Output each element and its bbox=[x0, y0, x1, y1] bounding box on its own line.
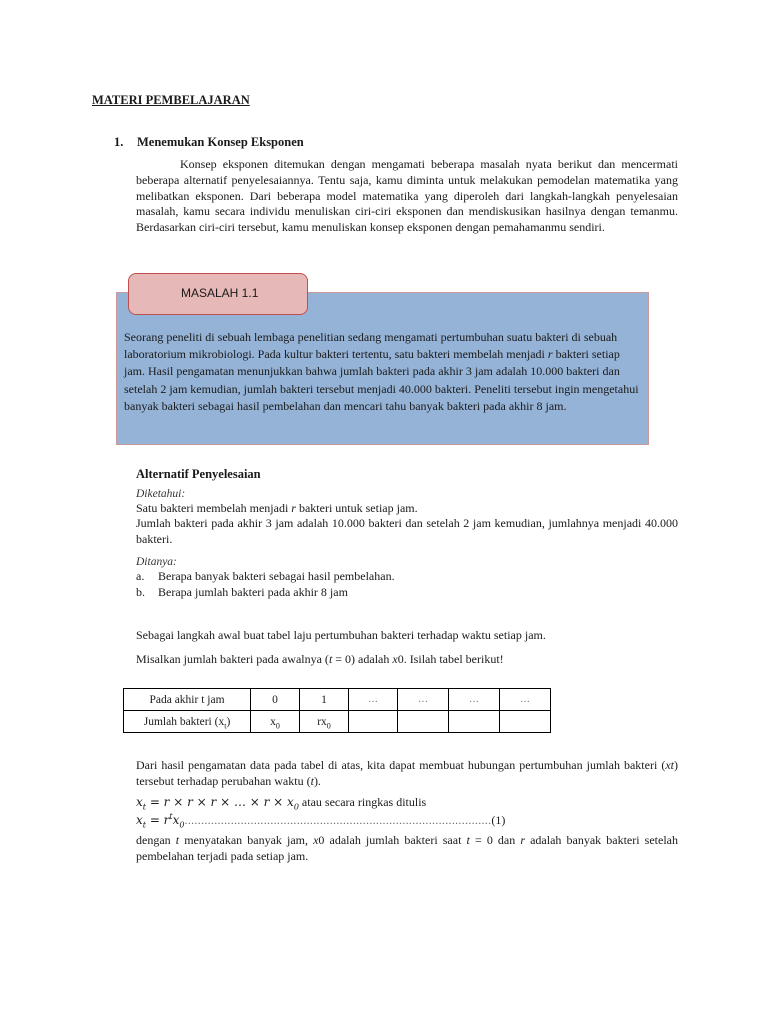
text-part: Misalkan jumlah bakteri pada awalnya ( bbox=[136, 652, 329, 666]
variable-r: r bbox=[291, 501, 296, 515]
masalah-text-part: bakteri setiap jam. Hasil pengamatan menunjukkan bahwa jumlah bakteri pada akhir 3 jam adalah 10.000 bakteri dan setelah 2 jam kemudian, jumlah bakteri tersebut menjadi 40.000 bakteri. Peneliti tersebut ingin mengetahui banyak bakteri sebagai hasil pembelahan dan mencari tahu banyak bakteri pada akhir 8 jam. bbox=[124, 347, 639, 413]
text-part: = 0 dan bbox=[469, 833, 521, 847]
masalah-text-part: Seorang peneliti di sebuah lembaga penelitian sedang mengamati pertumbuhan suatu bakteri di sebuah laboratorium mikrobiologi. Pada kultur bakteri tertentu, satu bakteri membelah menjadi bbox=[124, 330, 618, 362]
math-symbol: x bbox=[136, 813, 143, 827]
variable-t: t bbox=[310, 774, 314, 788]
table-cell bbox=[500, 711, 551, 733]
table-cell bbox=[449, 711, 500, 733]
step-sentence: Sebagai langkah awal buat tabel laju pertumbuhan bakteri terhadap waktu setiap jam. bbox=[136, 628, 546, 642]
text-part: adalah banyak bakteri setelah pembelahan terjadi pada setiap jam. bbox=[136, 833, 678, 863]
math-symbol: x bbox=[136, 795, 143, 809]
item-letter: a. bbox=[136, 569, 145, 583]
formula-compact bbox=[136, 812, 678, 828]
table-cell: … bbox=[500, 689, 551, 711]
text-part: = 0) adalah bbox=[332, 652, 393, 666]
masalah-variable-r: r bbox=[547, 347, 553, 362]
equation-number: (1) bbox=[491, 813, 506, 827]
cell-subscript: 0 bbox=[326, 720, 331, 730]
table-cell bbox=[300, 711, 349, 733]
intro-paragraph bbox=[136, 157, 678, 236]
table-row bbox=[124, 711, 551, 733]
section-number: 1. bbox=[114, 135, 124, 149]
cell-text: rx bbox=[317, 715, 327, 728]
cell-text: Jumlah bakteri (x bbox=[143, 715, 225, 728]
cell-text: ) bbox=[226, 715, 231, 728]
variable-r: r bbox=[520, 833, 526, 847]
text-part: atau secara ringkas ditulis bbox=[298, 795, 427, 809]
dot-leader: ............................................................................................. bbox=[184, 813, 492, 827]
math-subscript: 0 bbox=[293, 802, 299, 812]
section-title: Menemukan Konsep Eksponen bbox=[137, 135, 304, 149]
table-cell: Pada akhir t jam bbox=[124, 689, 251, 711]
variable-x: x bbox=[392, 652, 398, 666]
masalah-tab bbox=[128, 273, 308, 315]
text-part: 0 adalah jumlah bakteri saat bbox=[318, 833, 467, 847]
math-symbol: x bbox=[287, 795, 294, 809]
variable-xt: xt bbox=[665, 758, 674, 772]
text-part: bakteri untuk setiap jam. bbox=[295, 501, 418, 515]
variable-t: t bbox=[328, 652, 333, 666]
solution-title: Alternatif Penyelesaian bbox=[136, 467, 261, 481]
math-superscript: t bbox=[169, 812, 173, 821]
text-part: 0. Isilah tabel berikut! bbox=[397, 652, 504, 666]
variable-t: t bbox=[175, 833, 180, 847]
ditanya-item bbox=[136, 584, 348, 600]
table-cell: … bbox=[449, 689, 500, 711]
table-cell: … bbox=[349, 689, 398, 711]
text-part: menyatakan banyak jam, bbox=[179, 833, 314, 847]
diketahui-line-2: Jumlah bakteri pada akhir 3 jam adalah 10.000 bakteri dan setelah 2 jam kemudian, jumlahnya menjadi 40.000 bakteri. bbox=[136, 516, 678, 546]
definition-paragraph bbox=[136, 832, 678, 864]
table-cell bbox=[251, 711, 300, 733]
cell-subscript: t bbox=[224, 720, 227, 730]
item-text: Berapa banyak bakteri sebagai hasil pembelahan. bbox=[158, 569, 395, 583]
text-part: ). bbox=[313, 774, 321, 788]
ditanya-item bbox=[136, 568, 395, 584]
table-cell bbox=[124, 711, 251, 733]
math-subscript: t bbox=[142, 802, 146, 812]
table-cell: … bbox=[398, 689, 449, 711]
math-expression: = r bbox=[146, 813, 170, 827]
masalah-text bbox=[124, 329, 643, 415]
section-heading bbox=[114, 134, 304, 150]
math-subscript: 0 bbox=[179, 820, 185, 828]
item-text: Berapa jumlah bakteri pada akhir 8 jam bbox=[158, 585, 348, 599]
variable-t: t bbox=[466, 833, 470, 847]
ditanya-label: Ditanya: bbox=[136, 556, 177, 568]
text-part: dengan bbox=[136, 833, 176, 847]
table-cell bbox=[349, 711, 398, 733]
text-part: Satu bakteri membelah menjadi bbox=[136, 501, 292, 515]
item-letter: b. bbox=[136, 585, 145, 599]
table-row bbox=[124, 689, 551, 711]
formula-expanded bbox=[136, 794, 426, 810]
cell-subscript: 0 bbox=[275, 720, 280, 730]
diketahui-line-1 bbox=[136, 500, 418, 516]
intro-text: Konsep eksponen ditemukan dengan mengamati beberapa masalah nyata berikut dan mencermati beberapa alternatif penyelesaiannya. Tentu saja, kamu diminta untuk melakukan pemodelan matematika yang melibatkan eksponen. Dari beberapa model matematika yang diperoleh dari langkah-langkah penyelesaian masalah, kamu secara individu menuliskan ciri-ciri eksponen dan mendiskusikan hasilnya dengan temanmu. Berdasarkan ciri-ciri tersebut, kamu menuliskan konsep eksponen dengan pemahamanmu sendiri. bbox=[136, 157, 678, 235]
page-title: MATERI PEMBELAJARAN bbox=[92, 93, 250, 107]
text-part: Dari hasil pengamatan data pada tabel di atas, kita dapat membuat hubungan pertumbuhan jumlah bakteri ( bbox=[136, 758, 666, 772]
masalah-tab-label: MASALAH 1.1 bbox=[181, 286, 259, 300]
variable-x: x bbox=[313, 833, 319, 847]
table-cell: 1 bbox=[300, 689, 349, 711]
growth-table bbox=[123, 688, 551, 733]
table-cell: 0 bbox=[251, 689, 300, 711]
math-subscript: t bbox=[142, 820, 146, 828]
misalkan-sentence bbox=[136, 651, 504, 667]
diketahui-label: Diketahui: bbox=[136, 488, 186, 500]
math-symbol: x bbox=[172, 813, 180, 827]
table-cell bbox=[398, 711, 449, 733]
text-part: ) tersebut terhadap perubahan waktu ( bbox=[136, 758, 678, 788]
cell-text: x bbox=[270, 715, 276, 728]
math-expression: = r × r × r × … × r × bbox=[146, 795, 288, 809]
relation-paragraph bbox=[136, 757, 678, 789]
